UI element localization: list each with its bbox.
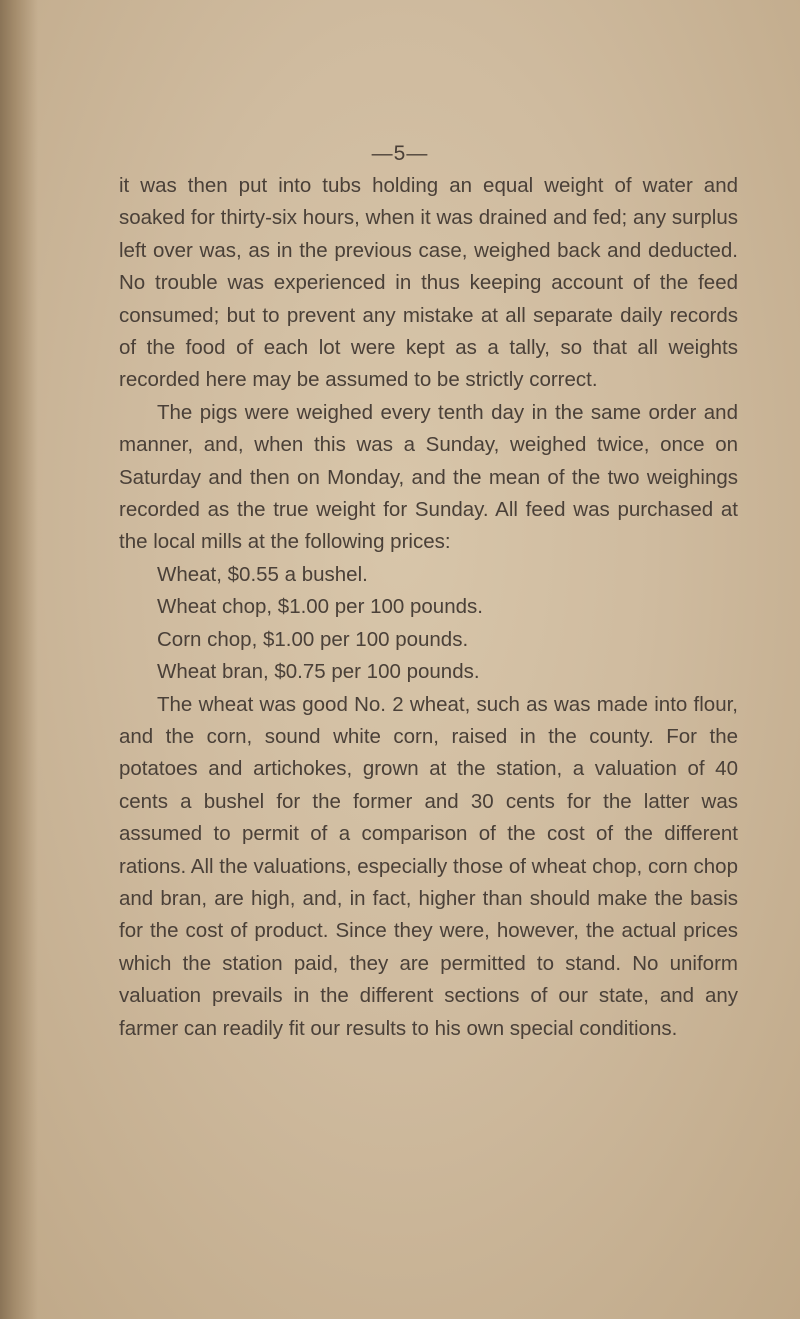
price-item-wheat-chop: Wheat chop, $1.00 per 100 pounds. bbox=[157, 595, 483, 619]
page-number: —5— bbox=[371, 142, 429, 165]
page-binding-edge bbox=[0, 0, 38, 1319]
paragraph-2: The pigs were weighed every tenth day in the same order and manner, and, when this was a Sunday, weighed twice, once on Saturday and then on Monday, and the mean of the two weighings recorded as the true weight for Sunday. All feed was purchased at the local mills at the following prices: bbox=[119, 400, 738, 554]
paragraph-1: it was then put into tubs holding an equal weight of water and soaked for thirty-six hours, when it was drained and fed; any surplus left over was, as in the previous case, weighed back and deducted. No trouble was experienced in thus keeping account of the feed consumed; but to prevent any mistake at all separate daily records of the food of each lot were kept as a tally, so that all weights recorded here may be assumed to be strictly correct. bbox=[119, 174, 738, 392]
price-item-corn-chop: Corn chop, $1.00 per 100 pounds. bbox=[157, 627, 469, 651]
price-item-wheat-bran: Wheat bran, $0.75 per 100 pounds. bbox=[157, 660, 480, 684]
price-list bbox=[119, 559, 738, 689]
price-item-wheat: Wheat, $0.55 a bushel. bbox=[157, 562, 368, 586]
paragraph-3: The wheat was good No. 2 wheat, such as was made into flour, and the corn, sound white corn, raised in the county. For the potatoes and artichokes, grown at the station, a valuation of 40 cents a bushel for the former and 30 cents for the latter was assumed to permit of a comparison of the cost of the different rations. All the valuations, especially those of wheat chop, corn chop and bran, are high, and, in fact, higher than should make the basis for the cost of product. Since they were, however, the actual prices which the station paid, they are permitted to stand. No uniform valuation prevails in the different sections of our state, and any farmer can readily fit our results to his own special conditions. bbox=[119, 692, 738, 1040]
body-text bbox=[119, 170, 738, 1045]
